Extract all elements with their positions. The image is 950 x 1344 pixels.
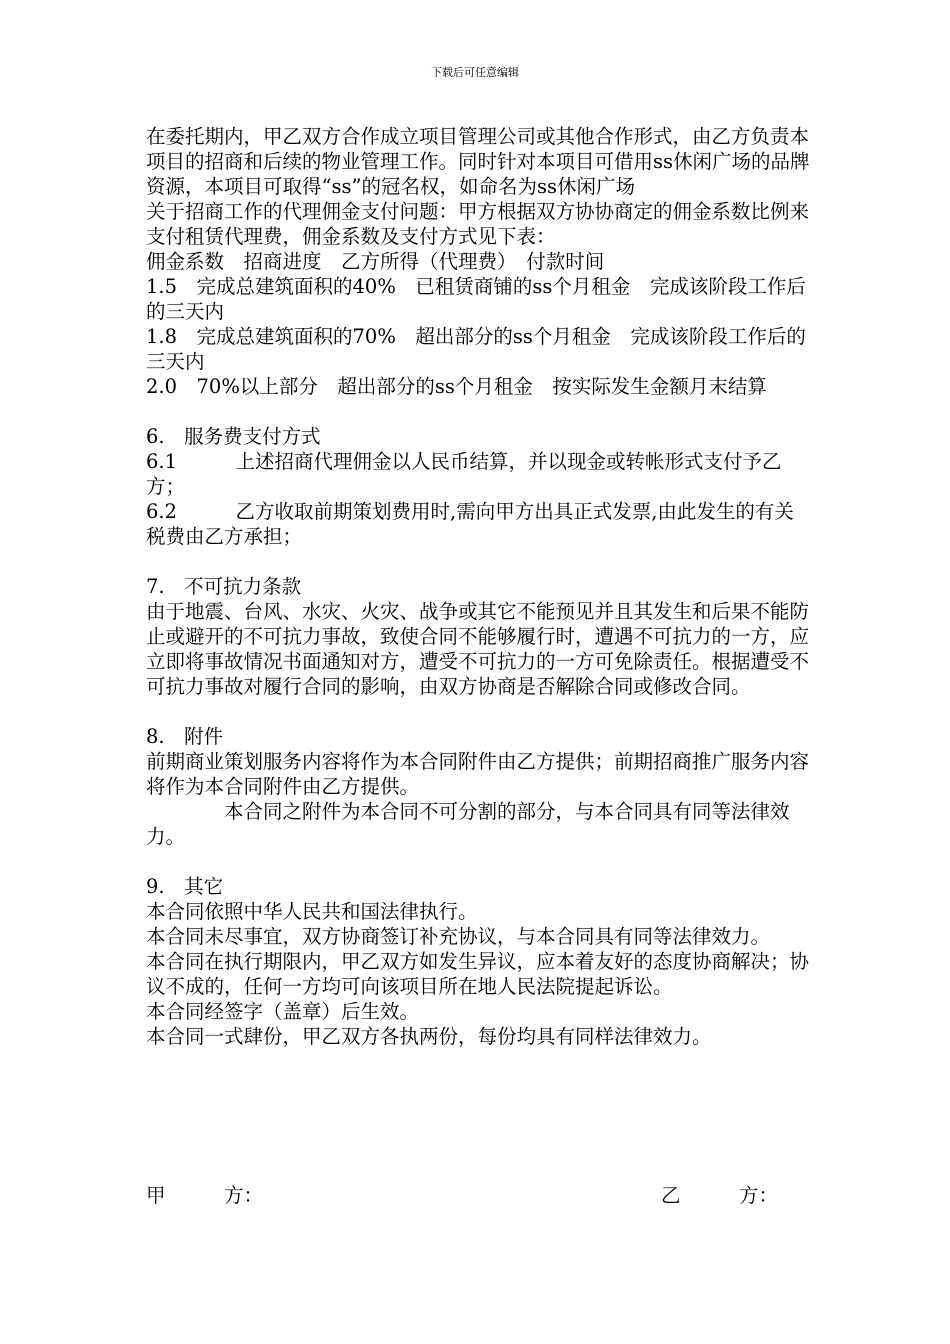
section-9-item: 本合同一式肆份，甲乙双方各执两份，每份均具有同样法律效力。 (146, 1025, 712, 1048)
spacer (146, 399, 810, 424)
section-8-text: 本合同之附件为本合同不可分割的部分，与本合同具有同等法律效力。 (146, 800, 790, 848)
commission-paragraph: 关于招商工作的代理佣金支付问题：甲方根据双方协协商定的佣金系数比例来支付租赁代理费，佣金系数及支付方式见下表： (146, 200, 810, 248)
document-body (146, 124, 810, 1049)
section-8-title: 8. 附件 (146, 725, 224, 748)
section-8-text: 前期商业策划服务内容将作为本合同附件由乙方提供；前期招商推广服务内容将作为本合同附件由乙方提供。 (146, 750, 810, 798)
section-6-1: 6.1 上述招商代理佣金以人民币结算，并以现金或转帐形式支付予乙方； (146, 450, 782, 498)
party-a-signature: 甲 方： (146, 1184, 264, 1207)
section-7-text: 由于地震、台风、水灾、火灾、战争或其它不能预见并且其发生和后果不能防止或避开的不可抗力事故，致使合同不能够履行时，遭遇不可抗力的一方，应立即将事故情况书面通知对方，遭受不可抗力的一方可免除责任。根据遭受不可抗力事故对履行合同的影响，由双方协商是否解除合同或修改合同。 (146, 600, 810, 698)
section-6-2: 6.2 乙方收取前期策划费用时,需向甲方出具正式发票,由此发生的有关税费由乙方承担； (146, 500, 794, 548)
section-9-title: 9. 其它 (146, 875, 224, 898)
section-9-item: 本合同在执行期限内，甲乙双方如发生异议，应本着友好的态度协商解决；协议不成的，任何一方均可向该项目所在地人民法院提起诉讼。 (146, 950, 810, 998)
signature-line (146, 1183, 810, 1208)
commission-table-row: 1.8 完成总建筑面积的70% 超出部分的ss个月租金 完成该阶段工作后的三天内 (146, 325, 806, 373)
section-9-item: 本合同未尽事宜，双方协商签订补充协议，与本合同具有同等法律效力。 (146, 925, 771, 948)
spacer (146, 699, 810, 724)
section-9-item: 本合同依照中华人民共和国法律执行。 (146, 900, 478, 923)
spacer (146, 849, 810, 874)
section-9-item: 本合同经签字（盖章）后生效。 (146, 1000, 420, 1023)
commission-table-row: 2.0 70%以上部分 超出部分的ss个月租金 按实际发生金额月末结算 (146, 375, 767, 398)
page-header: 下载后可任意编辑 (431, 66, 519, 79)
section-6-title: 6. 服务费支付方式 (146, 425, 321, 448)
commission-table-row: 1.5 完成总建筑面积的40% 已租赁商铺的ss个月租金 完成该阶段工作后的三天内 (146, 275, 806, 323)
section-7-title: 7. 不可抗力条款 (146, 575, 302, 598)
party-b-signature: 乙 方： (661, 1184, 779, 1207)
spacer (146, 549, 810, 574)
commission-table-header: 佣金系数 招商进度 乙方所得（代理费） 付款时间 (146, 250, 605, 273)
cooperation-paragraph: 在委托期内，甲乙双方合作成立项目管理公司或其他合作形式，由乙方负责本项目的招商和后续的物业管理工作。同时针对本项目可借用ss休闲广场的品牌资源，本项目可取得“ss”的冠名权，如命名为ss休闲广场 (146, 125, 810, 198)
